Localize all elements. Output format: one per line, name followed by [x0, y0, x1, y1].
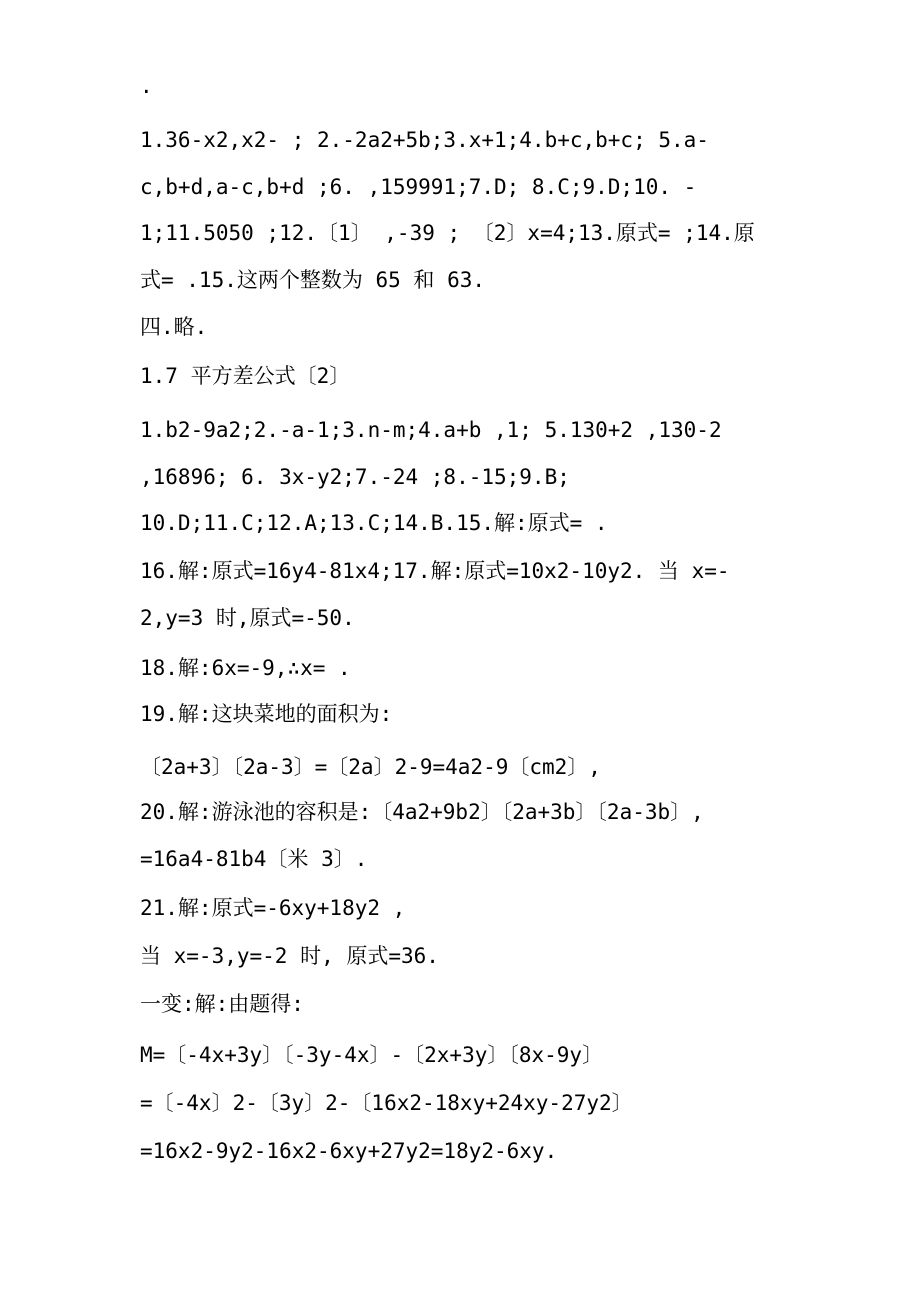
text-line: 一变:解:由题得:	[140, 992, 304, 1016]
text-line: 1.b2-9a2;2.-a-1;3.n-m;4.a+b ,1; 5.130+2 ,130-2	[140, 418, 722, 442]
text-line: 1.36-x2,x2- ; 2.-2a2+5b;3.x+1;4.b+c,b+c; 5.a-	[140, 128, 709, 152]
text-line: 10.D;11.C;12.A;13.C;14.B.15.解:原式= .	[140, 511, 608, 535]
text-line: 18.解:6x=-9,∴x= .	[140, 656, 351, 680]
text-line: =16a4-81b4〔米 3〕.	[140, 847, 368, 871]
text-line: 1;11.5050 ;12.〔1〕 ,-39 ; 〔2〕x=4;13.原式= ;14.原	[140, 221, 755, 245]
text-line: =〔-4x〕2-〔3y〕2-〔16x2-18xy+24xy-27y2〕	[140, 1091, 633, 1115]
text-line: 19.解:这块菜地的面积为:	[140, 702, 393, 726]
text-line: 2,y=3 时,原式=-50.	[140, 606, 355, 630]
text-line: =16x2-9y2-16x2-6xy+27y2=18y2-6xy.	[140, 1139, 558, 1163]
text-line: M=〔-4x+3y〕〔-3y-4x〕-〔2x+3y〕〔8x-9y〕	[140, 1043, 604, 1067]
text-line: c,b+d,a-c,b+d ;6. ,159991;7.D; 8.C;9.D;10. -	[140, 175, 697, 199]
text-line: 〔2a+3〕〔2a-3〕=〔2a〕2-9=4a2-9〔cm2〕,	[140, 755, 601, 779]
text-line: 16.解:原式=16y4-81x4;17.解:原式=10x2-10y2. 当 x=-	[140, 559, 730, 583]
text-line: 当 x=-3,y=-2 时, 原式=36.	[140, 944, 439, 968]
text-line: 四.略.	[140, 315, 208, 339]
section-heading: 1.7 平方差公式〔2〕	[140, 364, 351, 388]
text-line: ,16896; 6. 3x-y2;7.-24 ;8.-15;9.B;	[140, 465, 570, 489]
text-line: 21.解:原式=-6xy+18y2 ,	[140, 896, 406, 920]
text-line: .	[140, 74, 153, 98]
text-line: 20.解:游泳池的容积是:〔4a2+9b2〕〔2a+3b〕〔2a-3b〕,	[140, 800, 704, 824]
text-line: 式= .15.这两个整数为 65 和 63.	[140, 268, 486, 292]
